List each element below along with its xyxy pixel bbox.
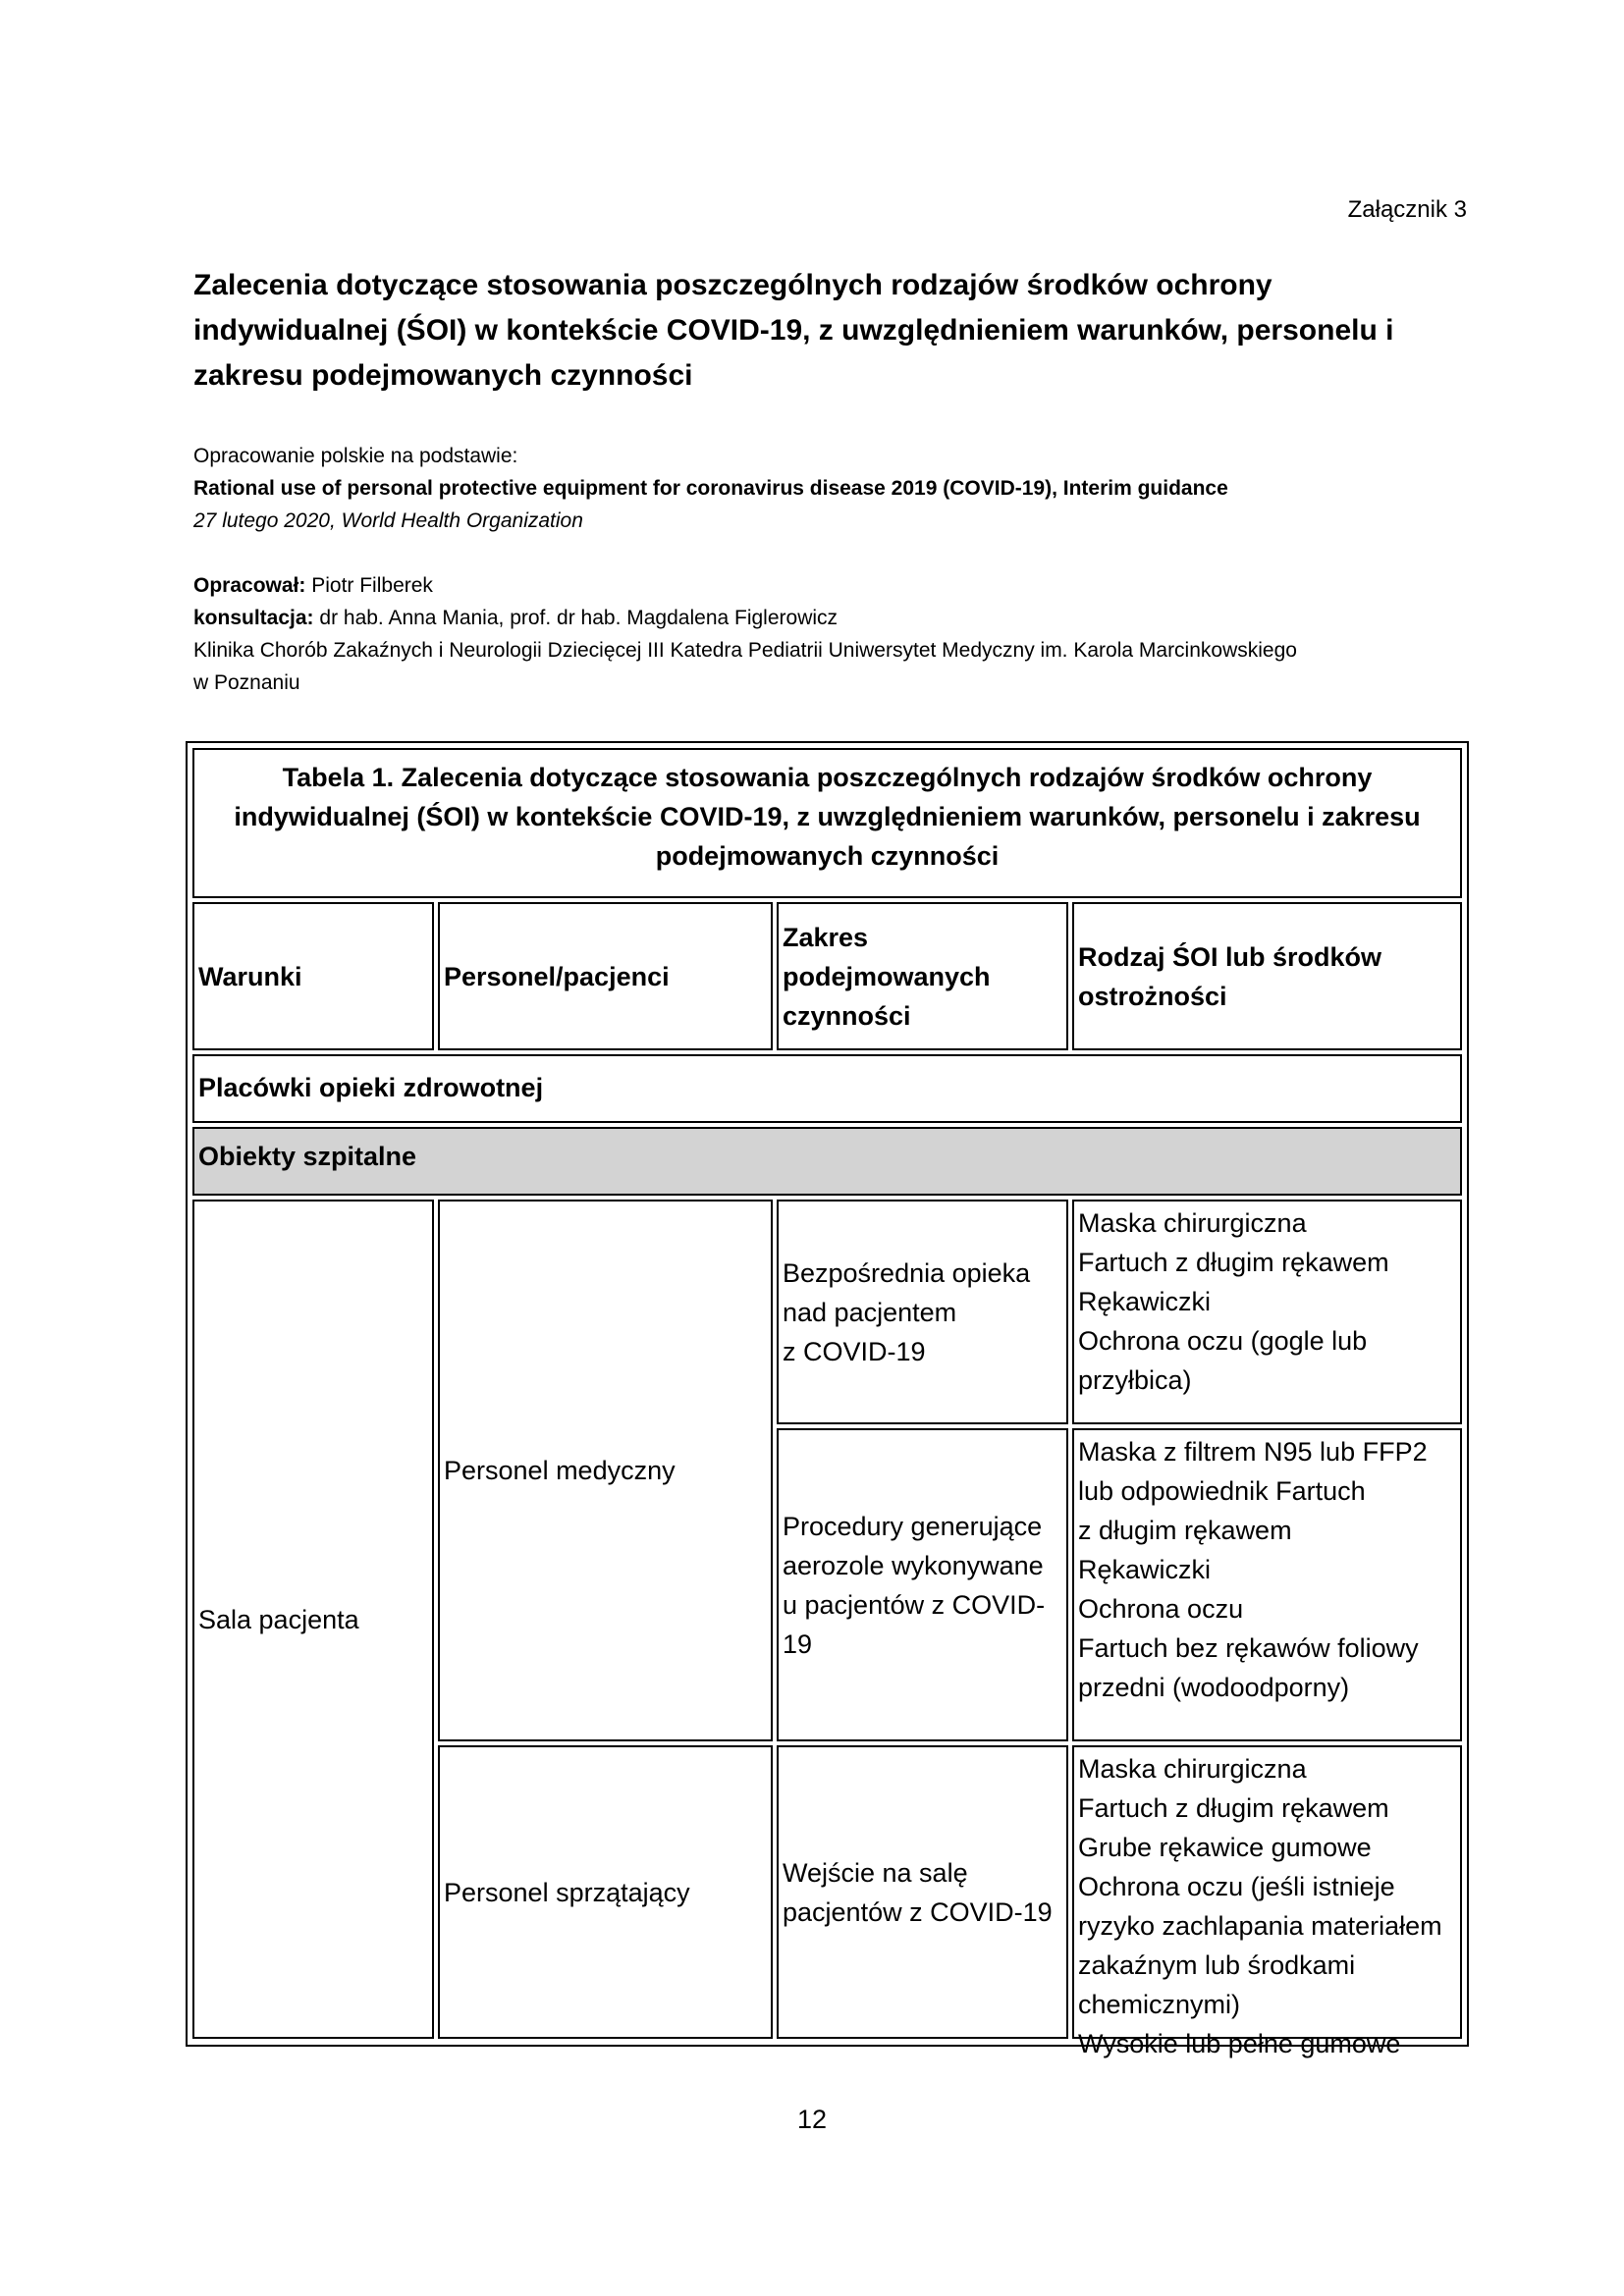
activity-line: Bezpośrednia opieka xyxy=(783,1257,1031,1288)
institution-line-1: Klinika Chorób Zakaźnych i Neurologii Dziecięcej III Katedra Pediatrii Uniwersytet Medyczny im. Karola Marcinkowskiego xyxy=(193,639,1297,662)
staff-medical-label: Personel medyczny xyxy=(444,1456,676,1485)
ppe-line: Wysokie lub pełne gumowe xyxy=(1078,2029,1401,2058)
ppe-cell-3 xyxy=(1072,1745,1462,2058)
ppe-line: Rękawiczki xyxy=(1078,1555,1212,1584)
activity-line: aerozole wykonywane xyxy=(783,1550,1044,1580)
ppe-line: Grube rękawice gumowe xyxy=(1078,1833,1372,1862)
credits-block xyxy=(193,569,1460,699)
header-ppe-line: ostrożności xyxy=(1078,981,1227,1011)
header-conditions-label: Warunki xyxy=(198,961,302,991)
page-number: 12 xyxy=(796,2105,828,2134)
activity-line: nad pacjentem xyxy=(783,1297,957,1327)
table-caption: Tabela 1. Zalecenia dotyczące stosowania poszczególnych rodzajów środków ochrony indywidualnej (ŚOI) w kontekście COVID-19, z uwzględnieniem warunków, personelu i zakresu podejmowanych czynności xyxy=(192,748,1462,898)
header-activities-line: czynności xyxy=(783,1000,911,1031)
source-block xyxy=(193,440,1460,537)
ppe-line: z długim rękawem xyxy=(1078,1516,1292,1545)
activity-line: z COVID-19 xyxy=(783,1336,926,1366)
header-staff xyxy=(438,902,773,1050)
header-ppe-line: Rodzaj ŚOI lub środków xyxy=(1078,941,1382,972)
header-ppe-label xyxy=(1078,937,1381,1016)
activity-text-2 xyxy=(783,1507,1045,1664)
activity-cell-2 xyxy=(777,1428,1068,1741)
ppe-line: Ochrona oczu (gogle lub xyxy=(1078,1326,1368,1356)
source-intro: Opracowanie polskie na podstawie: xyxy=(193,445,518,467)
ppe-line: Ochrona oczu (jeśli istnieje xyxy=(1078,1872,1395,1901)
header-activities-line: podejmowanych xyxy=(783,961,991,991)
condition-label: Sala pacjenta xyxy=(198,1604,359,1634)
ppe-line: zakaźnym lub środkami xyxy=(1078,1950,1356,1980)
activity-text-3 xyxy=(783,1853,1053,1932)
ppe-line: Fartuch bez rękawów foliowy xyxy=(1078,1633,1419,1663)
ppe-line: chemicznymi) xyxy=(1078,1990,1241,2019)
staff-cleaning-label: Personel sprzątający xyxy=(444,1877,690,1907)
subsection-row: Obiekty szpitalne xyxy=(192,1127,1462,1196)
activity-text-1 xyxy=(783,1254,1030,1371)
header-staff-label: Personel/pacjenci xyxy=(444,961,670,991)
annex-label: Załącznik 3 xyxy=(1347,196,1467,223)
header-ppe xyxy=(1072,902,1462,1050)
activity-cell-3 xyxy=(777,1745,1068,2039)
activity-line: pacjentów z COVID-19 xyxy=(783,1896,1053,1927)
author-label: Opracował: xyxy=(193,574,306,597)
section-row: Placówki opieki zdrowotnej xyxy=(192,1054,1462,1123)
staff-medical-cell xyxy=(438,1200,773,1741)
consultants: dr hab. Anna Mania, prof. dr hab. Magdalena Figlerowicz xyxy=(319,607,839,629)
ppe-line: przedni (wodoodporny) xyxy=(1078,1673,1350,1702)
ppe-line: ryzyko zachlapania materiałem xyxy=(1078,1911,1442,1941)
ppe-line: przyłbica) xyxy=(1078,1365,1192,1395)
activity-cell-1 xyxy=(777,1200,1068,1424)
header-activities-label xyxy=(783,918,991,1036)
ppe-cell-1 xyxy=(1072,1200,1462,1424)
header-activities xyxy=(777,902,1068,1050)
activity-line: u pacjentów z COVID- xyxy=(783,1589,1046,1620)
activity-line: Wejście na salę xyxy=(783,1857,968,1888)
ppe-line: lub odpowiednik Fartuch xyxy=(1078,1476,1366,1506)
consult-label: konsultacja: xyxy=(193,607,314,629)
source-date-org: 27 lutego 2020, World Health Organization xyxy=(193,509,583,532)
author-line xyxy=(193,569,1460,602)
document-title: Zalecenia dotyczące stosowania poszczególnych rodzajów środków ochrony indywidualnej (ŚOI) w kontekście COVID-19, z uwzględnieniem warunków, personelu i zakresu podejmowanych czynności xyxy=(193,269,1394,392)
consult-line xyxy=(193,602,1460,634)
ppe-table xyxy=(186,741,1469,2058)
author-name: Piotr Filberek xyxy=(311,574,433,597)
institution-line-2: w Poznaniu xyxy=(193,671,300,694)
ppe-line: Maska chirurgiczna xyxy=(1078,1754,1307,1784)
staff-cleaning-cell xyxy=(438,1745,773,2039)
activity-line: 19 xyxy=(783,1629,813,1659)
header-conditions xyxy=(192,902,434,1050)
ppe-line: Maska chirurgiczna xyxy=(1078,1208,1307,1238)
ppe-line: Fartuch z długim rękawem xyxy=(1078,1793,1389,1823)
source-reference: Rational use of personal protective equipment for coronavirus disease 2019 (COVID-19), Interim guidance xyxy=(193,477,1228,500)
ppe-cell-2 xyxy=(1072,1428,1462,1741)
ppe-line: Fartuch z długim rękawem xyxy=(1078,1248,1389,1277)
ppe-line: Maska z filtrem N95 lub FFP2 xyxy=(1078,1437,1428,1467)
ppe-line: Ochrona oczu xyxy=(1078,1594,1244,1624)
ppe-line: Rękawiczki xyxy=(1078,1287,1212,1316)
header-activities-line: Zakres xyxy=(783,922,869,952)
condition-cell xyxy=(192,1200,434,2039)
activity-line: Procedury generujące xyxy=(783,1511,1043,1541)
